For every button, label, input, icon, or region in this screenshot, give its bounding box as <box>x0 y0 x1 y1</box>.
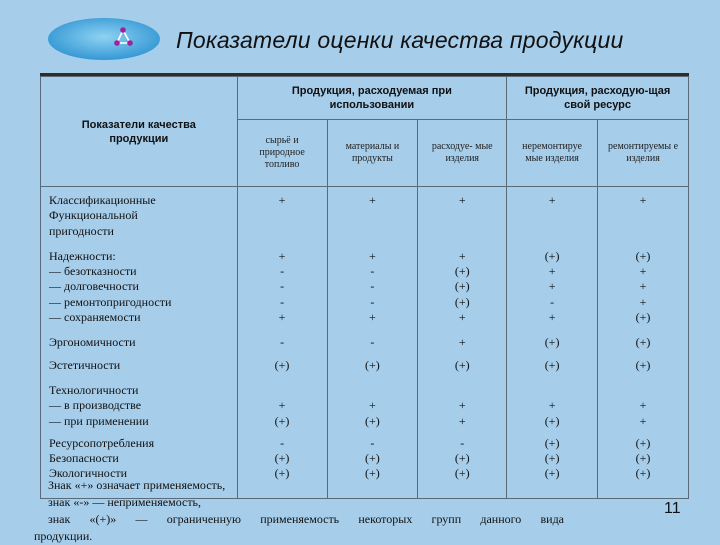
subheader-raw-materials: сырьё и природное топливо <box>237 120 327 187</box>
value-mark: (+) <box>274 466 290 481</box>
value-mark: (+) <box>365 413 380 428</box>
values-column-raw <box>237 187 327 499</box>
value-mark: + <box>458 398 466 413</box>
values-column-consumable <box>418 187 507 499</box>
indicator-label: Экологичности <box>49 466 128 481</box>
value-mark: - <box>370 335 375 350</box>
value-mark <box>418 224 506 239</box>
value-mark <box>507 383 597 398</box>
values-column-nonrepairable <box>507 187 598 499</box>
value-mark: - <box>370 264 375 279</box>
header-quality-indicators: Показатели качества продукции <box>41 77 238 187</box>
value-mark: (+) <box>454 466 470 481</box>
indicator-label: пригодности <box>49 223 114 238</box>
value-mark: + <box>369 398 376 413</box>
value-mark <box>507 208 597 223</box>
value-mark: - <box>550 294 555 309</box>
value-mark: - <box>280 264 285 279</box>
value-mark: (+) <box>274 413 290 428</box>
value-mark: + <box>278 398 286 413</box>
value-mark: + <box>639 279 647 294</box>
value-mark: (+) <box>635 357 651 372</box>
value-mark <box>238 208 327 223</box>
indicator-label: — сохраняемости <box>49 310 141 325</box>
value-mark <box>238 224 327 239</box>
value-mark: + <box>369 193 376 207</box>
value-mark <box>598 224 688 239</box>
indicator-label: — долговечности <box>49 279 139 294</box>
value-mark: (+) <box>454 264 470 279</box>
value-mark: (+) <box>544 435 560 450</box>
value-mark: - <box>280 279 285 294</box>
value-mark: + <box>369 310 376 325</box>
value-mark: + <box>458 248 466 263</box>
value-mark: - <box>460 435 465 450</box>
value-mark: - <box>370 279 375 294</box>
value-mark: + <box>458 335 466 350</box>
value-mark: + <box>548 193 556 207</box>
indicators-column <box>41 187 238 499</box>
subheader-consumable-items: расходуе- мые изделия <box>418 120 507 187</box>
value-mark: + <box>548 264 556 279</box>
indicator-label: Безопасности <box>49 451 119 466</box>
value-mark <box>328 208 418 223</box>
value-mark: (+) <box>635 451 651 466</box>
value-mark: + <box>458 310 466 325</box>
indicator-label: Ресурсопотребления <box>49 435 155 450</box>
value-mark: + <box>639 294 647 309</box>
value-mark: (+) <box>635 310 651 325</box>
value-mark: - <box>370 435 375 450</box>
value-mark: + <box>639 193 647 207</box>
value-mark: (+) <box>544 451 560 466</box>
subheader-nonrepairable-items: неремонтируе мые изделия <box>507 120 598 187</box>
footnote-continuation: продукции. <box>34 529 93 543</box>
value-mark: + <box>548 398 556 413</box>
quality-table <box>40 76 689 499</box>
legend-footnote <box>34 477 564 545</box>
value-mark: (+) <box>635 435 651 450</box>
value-mark: (+) <box>635 248 651 263</box>
value-mark: (+) <box>544 413 560 428</box>
value-mark: (+) <box>544 248 560 263</box>
indicator-label: — при применении <box>49 413 149 428</box>
value-mark: + <box>639 413 647 428</box>
value-mark: (+) <box>454 279 470 294</box>
value-mark: (+) <box>454 451 470 466</box>
value-mark: (+) <box>544 357 560 372</box>
indicator-label: Эстетичности <box>49 357 121 372</box>
footnote-minus: знак «-» — неприменяемость, <box>48 495 202 509</box>
value-mark: + <box>458 193 466 207</box>
value-mark: + <box>458 413 466 428</box>
subheader-materials-products: материалы и продукты <box>327 120 418 187</box>
indicator-label: Технологичности <box>49 382 139 397</box>
value-mark: - <box>280 335 285 350</box>
value-mark: + <box>278 310 286 325</box>
value-mark: + <box>548 279 556 294</box>
header-group-consumed: Продукция, расходуемая при использовании <box>237 77 507 120</box>
indicator-label: Надежности: <box>49 248 116 263</box>
value-mark: (+) <box>365 451 380 466</box>
page-title: Показатели оценки качества продукции <box>176 27 624 53</box>
value-mark: (+) <box>365 466 380 481</box>
value-mark: - <box>280 294 285 309</box>
value-mark: + <box>639 264 647 279</box>
value-mark <box>328 383 418 398</box>
value-mark <box>598 383 688 398</box>
value-mark: + <box>278 248 286 263</box>
value-mark: + <box>548 310 556 325</box>
indicator-label: — ремонтопригодности <box>49 294 172 309</box>
value-mark: + <box>639 398 647 413</box>
value-mark <box>418 208 506 223</box>
values-column-materials <box>327 187 418 499</box>
value-mark: (+) <box>544 335 560 350</box>
value-mark: (+) <box>635 335 651 350</box>
value-mark <box>238 383 327 398</box>
footnote-plus: Знак «+» означает применяемость, <box>48 478 226 492</box>
page-number: 11 <box>664 500 681 517</box>
value-mark <box>418 383 506 398</box>
subheader-repairable-items: ремонтируемы е изделия <box>598 120 689 187</box>
value-mark: + <box>369 248 376 263</box>
value-mark: - <box>280 435 285 450</box>
value-mark: + <box>278 193 286 207</box>
indicator-label: Эргономичности <box>49 335 136 350</box>
indicator-label: — в производстве <box>49 398 142 413</box>
value-mark: (+) <box>274 451 290 466</box>
value-mark: - <box>370 294 375 309</box>
value-mark: (+) <box>635 466 651 481</box>
value-mark: (+) <box>365 357 380 372</box>
value-mark: (+) <box>274 357 290 372</box>
value-mark <box>328 224 418 239</box>
header-group-resource: Продукция, расходую-щая свой ресурс <box>507 77 689 120</box>
values-column-repairable <box>598 187 689 499</box>
indicator-label: Классификационные <box>49 193 156 207</box>
footnote-limited: знак «(+)» — ограниченную применяемость некоторых групп данного вида <box>48 512 564 526</box>
logo-ellipse <box>47 17 161 61</box>
value-mark: (+) <box>544 466 560 481</box>
value-mark <box>598 208 688 223</box>
value-mark: (+) <box>454 357 470 372</box>
indicator-label: — безотказности <box>49 264 137 279</box>
indicator-label: Функциональной <box>49 208 138 223</box>
value-mark <box>507 224 597 239</box>
value-mark: (+) <box>454 294 470 309</box>
